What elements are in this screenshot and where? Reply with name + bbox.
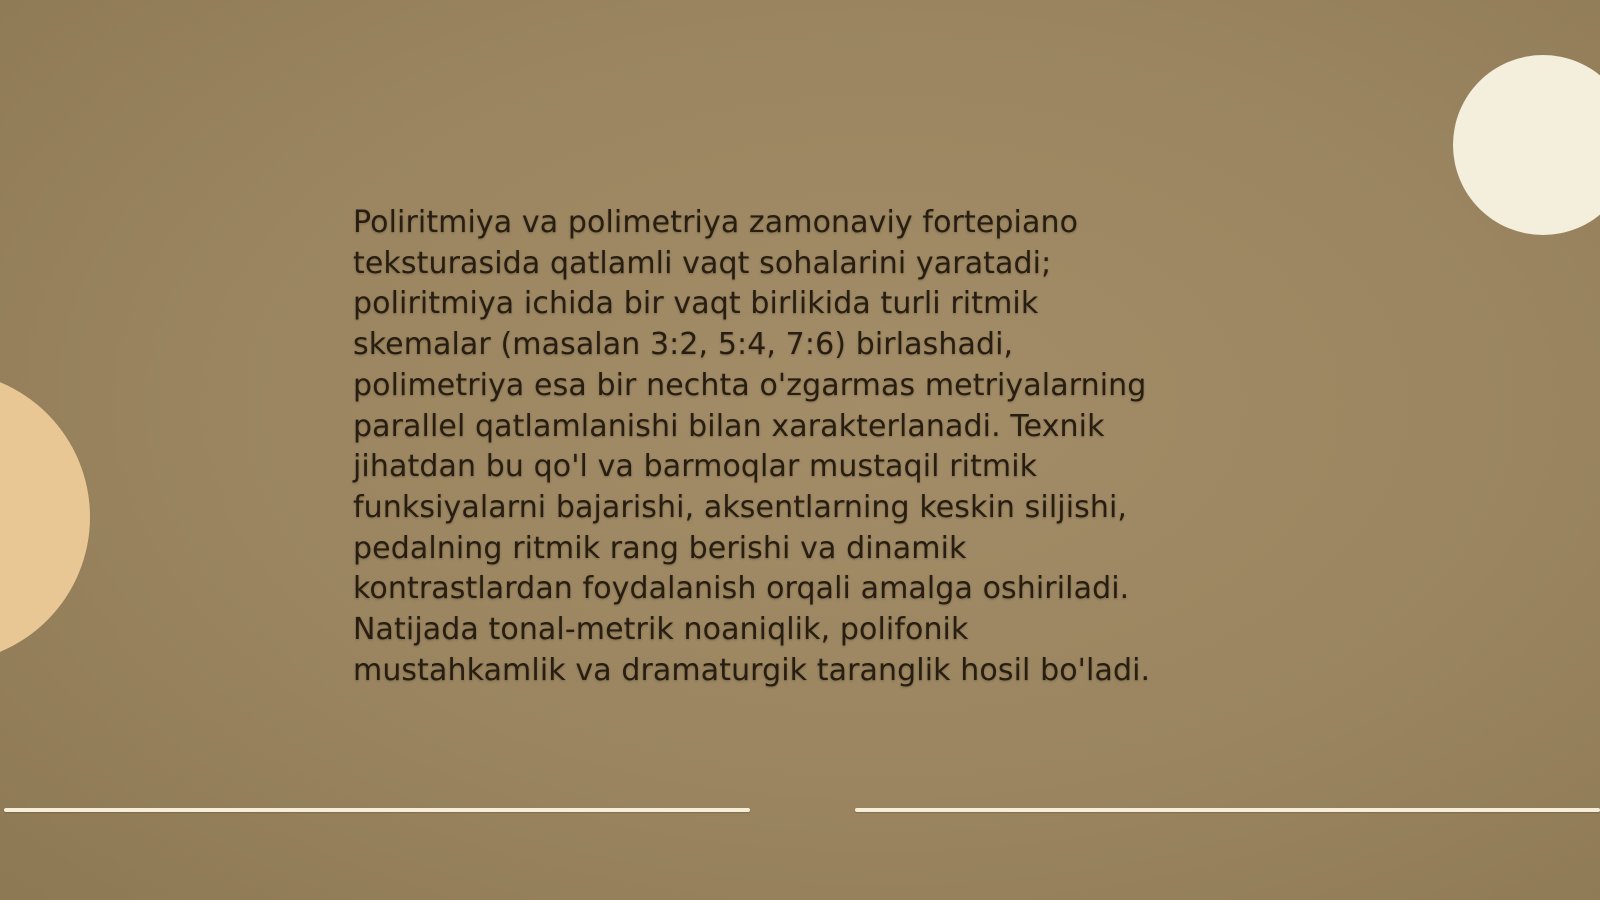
paragraph-line: poliritmiya ichida bir vaqt birlikida turli ritmik	[353, 286, 1039, 322]
paragraph-line: Natijada tonal-metrik noaniqlik, polifonik	[353, 612, 969, 648]
footer-divider-left	[4, 808, 750, 812]
decorative-circle-top-right	[1453, 55, 1600, 235]
footer-divider-right	[855, 808, 1600, 812]
paragraph-line: funksiyalarni bajarishi, aksentlarning keskin siljishi,	[353, 489, 1128, 525]
paragraph-line: skemalar (masalan 3:2, 5:4, 7:6) birlashadi,	[353, 327, 1014, 363]
paragraph-line: teksturasida qatlamli vaqt sohalarini yaratadi;	[353, 245, 1052, 281]
paragraph-line: polimetriya esa bir nechta o'zgarmas metriyalarning	[353, 367, 1147, 403]
decorative-circle-left	[0, 371, 90, 663]
paragraph-line: parallel qatlamlanishi bilan xarakterlanadi. Texnik	[353, 408, 1105, 444]
paragraph-line: jihatdan bu qo'l va barmoqlar mustaqil ritmik	[353, 449, 1038, 485]
paragraph-line: kontrastlardan foydalanish orqali amalga oshiriladi.	[353, 571, 1130, 607]
paragraph-line: mustahkamlik va dramaturgik taranglik hosil bo'ladi.	[353, 652, 1151, 688]
paragraph-line: pedalning ritmik rang berishi va dinamik	[353, 530, 967, 566]
paragraph-line: Poliritmiya va polimetriya zamonaviy fortepiano	[353, 205, 1079, 240]
body-paragraph	[353, 203, 1150, 691]
